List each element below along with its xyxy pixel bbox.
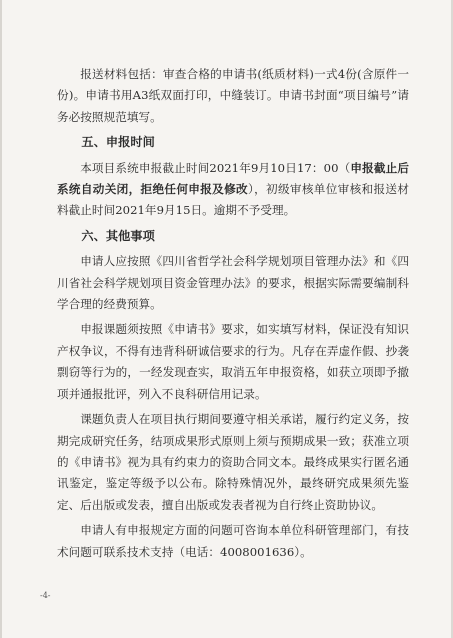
obligations-paragraph: 课题负责人在项目执行期间要遵守相关承诺，履行约定义务，按期完成研究任务，结项成果形式原则上须与预期成果一致；获准立项的《申请书》视为具有约束力的资助合同文本。最终成果实行匿名通讯鉴定，鉴定等级予以公布。除特殊情况外，最终研究成果须先鉴定、后出版或发表，擅自出版或发表者视为自行终止资助协议。 [57,412,409,512]
document-body [57,64,409,567]
budget-paragraph: 申请人应按照《四川省哲学社会科学规划项目管理办法》和《四川省社会科学规划项目资金管理办法》的要求，根据实际需要编制科学合理的经费预算。 [57,254,409,312]
integrity-paragraph: 申报课题须按照《申请书》要求，如实填写材料，保证没有知识产权争议，不得有违背科研诚信要求的行为。凡存在弄虚作假、抄袭剽窃等行为的，一经发现查实，取消五年申报资格，如获立项即予撤项并通报批评，列入不良科研信用记录。 [57,322,409,401]
submission-materials-paragraph: 报送材料包括：审查合格的申请书(纸质材料)一式4份(含原件一份)。申请书用A3纸双面打印，中缝装订。申请书封面“项目编号”请务必按照规范填写。 [57,67,409,124]
scan-edge-left [0,0,2,638]
contact-paragraph: 申请人有申报规定方面的问题可咨询本单位科研管理部门，有技术问题可联系技术支持（电话：4008001636）。 [57,523,409,559]
deadline-text-start: 本项目系统申报截止时间2021年9月10日17：00（ [80,160,351,175]
section-6-heading: 六、其他事项 [81,228,155,243]
deadline-bold-text: 申报截止后系统自动关闭，拒绝任何申报及修改 [57,160,409,197]
section-5-heading: 五、申报时间 [81,135,155,150]
deadline-text-end: ），初级审核单位审核和报送材料截止时间2021年9月15日。逾期不予受理。 [57,182,409,218]
deadline-paragraph [57,158,409,222]
page-number: -4- [40,591,51,600]
